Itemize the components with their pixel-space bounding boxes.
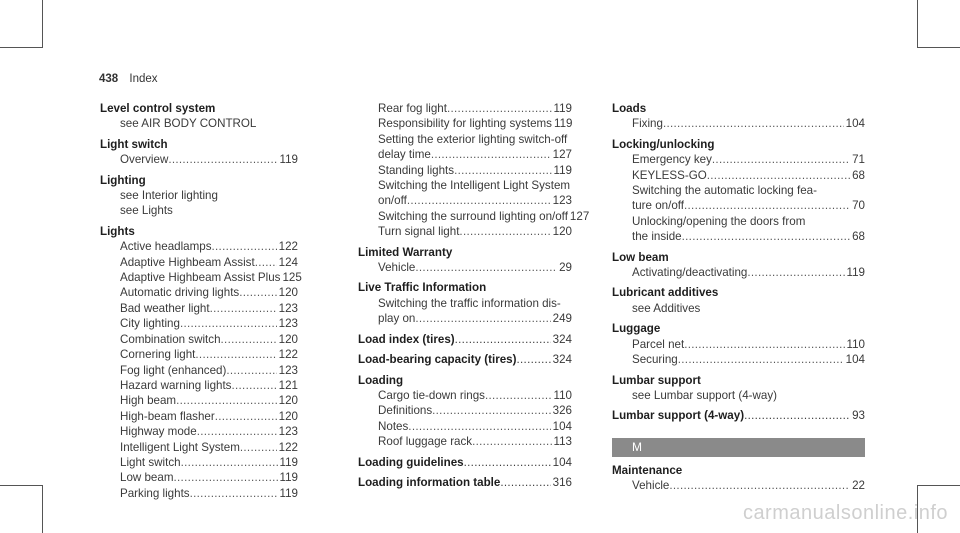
page-reference[interactable]: 104 (552, 419, 572, 433)
page-reference[interactable]: 120 (278, 286, 298, 300)
entry-label: City lighting (120, 317, 180, 331)
index-subentry[interactable] (358, 101, 572, 116)
entry-label: Notes (378, 419, 409, 433)
index-subentry-text: Switching the automatic locking fea- (632, 184, 817, 198)
dot-leader (415, 311, 550, 326)
dot-leader (408, 419, 550, 434)
dot-leader (447, 101, 552, 116)
entry-label: Roof luggage rack (378, 435, 473, 449)
dot-leader (239, 285, 276, 300)
page-reference[interactable]: 316 (552, 475, 572, 489)
dot-leader (747, 265, 844, 280)
dot-leader (454, 163, 551, 178)
index-subentry[interactable] (612, 152, 865, 167)
dot-leader (707, 168, 850, 183)
index-subentry[interactable] (358, 116, 572, 131)
crop-mark (917, 0, 918, 48)
page-reference[interactable]: 70 (852, 199, 865, 213)
entry-label: High-beam flasher (120, 409, 215, 423)
index-heading: Luggage (612, 322, 661, 336)
entry-label: Adaptive Highbeam Assist (120, 255, 255, 269)
page-reference[interactable]: 120 (278, 332, 298, 346)
index-heading: Maintenance (612, 463, 683, 477)
index-heading-entry[interactable] (358, 475, 572, 490)
index-subentry-text: see AIR BODY CONTROL (120, 117, 257, 131)
page-reference[interactable]: 122 (278, 348, 298, 362)
page-reference[interactable]: 324 (552, 353, 572, 367)
page-reference[interactable]: 68 (852, 230, 865, 244)
entry-label: KEYLESS-GO (632, 168, 707, 182)
entry-label: Active headlamps (120, 240, 212, 254)
index-heading-entry[interactable] (358, 455, 572, 470)
index-subentry-text: Unlocking/opening the doors from (632, 214, 806, 228)
index-heading: Locking/unlocking (612, 137, 715, 151)
entry-label: Overview (120, 153, 169, 167)
index-subentry[interactable] (100, 440, 298, 455)
dot-leader (407, 193, 551, 208)
page-reference[interactable]: 29 (559, 261, 572, 275)
dot-leader (215, 409, 277, 424)
entry-label: Load index (tires) (358, 332, 455, 346)
page-reference[interactable]: 104 (552, 455, 572, 469)
entry-label: Parcel net (632, 337, 685, 351)
page-reference[interactable]: 123 (278, 425, 298, 439)
index-subentry[interactable] (358, 419, 572, 434)
crop-mark (917, 47, 960, 48)
dot-leader (181, 455, 278, 470)
index-subentry-text: see Lumbar support (4-way) (632, 388, 777, 402)
entry-label: Definitions (378, 404, 433, 418)
index-subentry-text: Switching the traffic information dis- (378, 296, 561, 310)
page-reference[interactable]: 119 (553, 117, 573, 131)
entry-label: Combination switch (120, 332, 221, 346)
entry-label: Securing (632, 353, 678, 367)
page-reference[interactable]: 326 (552, 404, 572, 418)
page-reference[interactable]: 249 (552, 312, 572, 326)
dot-leader (180, 316, 277, 331)
index-subentry[interactable] (358, 260, 572, 275)
index-heading: Level control system (100, 102, 216, 115)
index-subentry[interactable] (100, 347, 298, 362)
index-subentry-text: Setting the exterior lighting switch-off (378, 132, 568, 146)
page-reference[interactable]: 125 (282, 271, 302, 285)
page-number: 438 (99, 73, 119, 85)
entry-label: Cornering light (120, 348, 196, 362)
entry-label: High beam (120, 394, 177, 408)
entry-label: Responsibility for lighting systems (378, 117, 552, 131)
entry-label: Turn signal light (378, 225, 460, 239)
dot-leader (464, 455, 551, 470)
entry-label: Light switch (120, 455, 181, 469)
entry-label: Intelligent Light System (120, 440, 240, 454)
index-subentry[interactable] (358, 209, 590, 224)
index-subentry[interactable] (100, 486, 298, 501)
entry-label: Loading guidelines (358, 455, 464, 469)
index-subentry[interactable] (612, 198, 865, 213)
dot-leader (517, 352, 551, 367)
page-reference[interactable]: 120 (278, 409, 298, 423)
crop-mark (917, 485, 960, 486)
index-heading: Light switch (100, 137, 168, 151)
page-reference[interactable]: 122 (278, 240, 298, 254)
entry-label: Activating/deactivating (632, 266, 748, 280)
dot-leader (459, 224, 550, 239)
index-subentry[interactable] (358, 434, 572, 449)
page-reference[interactable]: 124 (278, 255, 298, 269)
page-reference[interactable]: 123 (278, 363, 298, 377)
index-subentry[interactable] (100, 332, 298, 347)
index-subentry[interactable] (100, 470, 298, 485)
dot-leader (226, 363, 276, 378)
index-heading: Live Traffic Information (358, 281, 487, 295)
entry-label: Lumbar support (4-way) (612, 409, 745, 423)
dot-leader (500, 475, 550, 490)
entry-label: the inside (632, 230, 682, 244)
crop-mark (0, 47, 42, 48)
index-subentry-text: see Lights (120, 204, 173, 218)
dot-leader (255, 255, 277, 270)
index-subentry-text: see Interior lighting (120, 189, 218, 203)
index-heading: Low beam (612, 250, 669, 264)
dot-leader (212, 239, 277, 254)
dot-leader (684, 198, 850, 213)
dot-leader (472, 434, 551, 449)
index-subentry[interactable] (612, 352, 865, 367)
page-reference[interactable]: 123 (278, 317, 298, 331)
page-reference[interactable]: 121 (278, 378, 298, 392)
index-subentry[interactable] (612, 265, 865, 280)
index-subentry[interactable] (100, 152, 298, 167)
page-reference[interactable]: 119 (846, 266, 865, 280)
page-reference[interactable]: 119 (279, 486, 298, 500)
index-subentry-text: Switching the Intelligent Light System (378, 179, 571, 193)
dot-leader (678, 352, 844, 367)
dot-leader (195, 347, 276, 362)
page-reference[interactable]: 119 (279, 153, 298, 167)
dot-leader (669, 478, 850, 493)
index-subentry[interactable] (358, 163, 572, 178)
page-reference[interactable]: 119 (553, 163, 572, 177)
page-reference[interactable]: 120 (278, 394, 298, 408)
entry-label: on/off (378, 194, 407, 208)
entry-label: Load-bearing capacity (tires) (358, 353, 517, 367)
entry-label: Parking lights (120, 486, 190, 500)
entry-label: Fog light (enhanced) (120, 363, 227, 377)
entry-label: Automatic driving lights (120, 286, 240, 300)
page-reference[interactable]: 119 (279, 455, 298, 469)
index-column-1 (100, 101, 302, 501)
entry-label: Bad weather light (120, 301, 210, 315)
dot-leader (221, 332, 277, 347)
dot-leader (210, 301, 277, 316)
page-reference[interactable]: 324 (552, 332, 572, 346)
entry-label: ture on/off (632, 199, 684, 213)
index-subentry[interactable] (100, 285, 298, 300)
dot-leader (485, 388, 552, 403)
dot-leader (190, 486, 278, 501)
page-reference[interactable]: 93 (852, 409, 865, 423)
index-subentry[interactable] (100, 455, 298, 470)
page-reference[interactable]: 110 (553, 388, 572, 402)
dot-leader (684, 337, 844, 352)
index-heading-entry[interactable] (358, 352, 572, 367)
index-heading: Limited Warranty (358, 245, 453, 259)
index-subentry[interactable] (100, 393, 298, 408)
index-subentry[interactable] (100, 301, 298, 316)
crop-mark (42, 485, 43, 533)
index-subentry[interactable] (358, 224, 572, 239)
index-subentry[interactable] (612, 229, 865, 244)
index-subentry[interactable] (100, 378, 298, 393)
page-reference[interactable]: 127 (552, 148, 572, 162)
page-reference[interactable]: 110 (846, 337, 865, 351)
page-reference[interactable]: 123 (278, 301, 298, 315)
dot-leader (176, 393, 277, 408)
index-subentry[interactable] (100, 255, 298, 270)
entry-label: Loading information table (358, 475, 501, 489)
dot-leader (231, 378, 276, 393)
entry-label: Highway mode (120, 425, 197, 439)
dot-leader (682, 229, 850, 244)
entry-label: play on (378, 312, 416, 326)
index-subentry[interactable] (358, 147, 572, 162)
index-heading: Lumbar support (612, 373, 701, 387)
index-subentry[interactable] (358, 403, 572, 418)
index-subentry[interactable] (100, 409, 298, 424)
page-reference[interactable]: 104 (845, 353, 865, 367)
index-subentry-text: see Additives (632, 301, 701, 315)
index-column-2 (358, 101, 590, 490)
index-heading: Lubricant additives (612, 286, 719, 300)
page-reference[interactable]: 68 (852, 168, 865, 182)
index-subentry[interactable] (612, 337, 865, 352)
index-subentry[interactable] (612, 168, 865, 183)
entry-label: Rear fog light (378, 102, 447, 115)
page-reference[interactable]: 122 (278, 440, 298, 454)
index-heading-entry[interactable] (612, 408, 865, 423)
index-subentry[interactable] (612, 116, 865, 131)
crop-mark (42, 0, 43, 48)
dot-leader (432, 403, 551, 418)
page-reference[interactable]: 113 (553, 435, 572, 449)
index-subentry[interactable] (358, 311, 572, 326)
index-heading: Lighting (100, 173, 146, 187)
dot-leader (415, 260, 557, 275)
dot-leader (455, 332, 551, 347)
page-reference[interactable]: 119 (279, 471, 298, 485)
entry-label: Cargo tie-down rings (378, 388, 485, 402)
page-header (99, 73, 158, 85)
page-reference[interactable]: 127 (569, 209, 590, 223)
letter-divider: M (612, 438, 865, 457)
index-subentry[interactable] (612, 478, 865, 493)
index-subentry[interactable] (100, 239, 298, 254)
dot-leader (197, 424, 277, 439)
entry-label: Low beam (120, 471, 174, 485)
index-heading: Lights (100, 224, 135, 238)
entry-label: Fixing (632, 117, 663, 131)
entry-label: Vehicle (632, 479, 670, 493)
page-reference[interactable]: 71 (852, 153, 865, 167)
index-subentry[interactable] (100, 363, 298, 378)
page-reference[interactable]: 120 (552, 225, 572, 239)
index-heading: Loading (358, 373, 404, 387)
watermark: carmanualsonline.info (742, 502, 948, 524)
dot-leader (168, 152, 277, 167)
index-subentry[interactable] (100, 270, 302, 285)
page-reference[interactable]: 123 (552, 194, 572, 208)
index-subentry[interactable] (358, 388, 572, 403)
entry-label: Switching the surround lighting on/off (378, 209, 568, 223)
entry-label: Adaptive Highbeam Assist Plus (120, 271, 281, 285)
dot-leader (712, 152, 850, 167)
page-reference[interactable]: 104 (845, 117, 865, 131)
dot-leader (240, 440, 277, 455)
entry-label: Standing lights (378, 163, 455, 177)
index-subentry[interactable] (100, 316, 298, 331)
entry-label: Emergency key (632, 153, 712, 167)
page-reference[interactable]: 119 (553, 102, 572, 115)
entry-label: Hazard warning lights (120, 378, 232, 392)
index-heading: Loads (612, 102, 647, 115)
index-column-3 (612, 101, 865, 494)
dot-leader (174, 470, 278, 485)
dot-leader (431, 147, 551, 162)
index-subentry[interactable] (358, 193, 572, 208)
dot-leader (663, 116, 844, 131)
page-reference[interactable]: 22 (852, 479, 865, 493)
index-subentry[interactable] (100, 424, 298, 439)
entry-label: delay time (378, 148, 431, 162)
dot-leader (744, 408, 850, 423)
index-heading-entry[interactable] (358, 332, 572, 347)
section-title: Index (129, 73, 158, 85)
crop-mark (0, 485, 42, 486)
entry-label: Vehicle (378, 261, 416, 275)
